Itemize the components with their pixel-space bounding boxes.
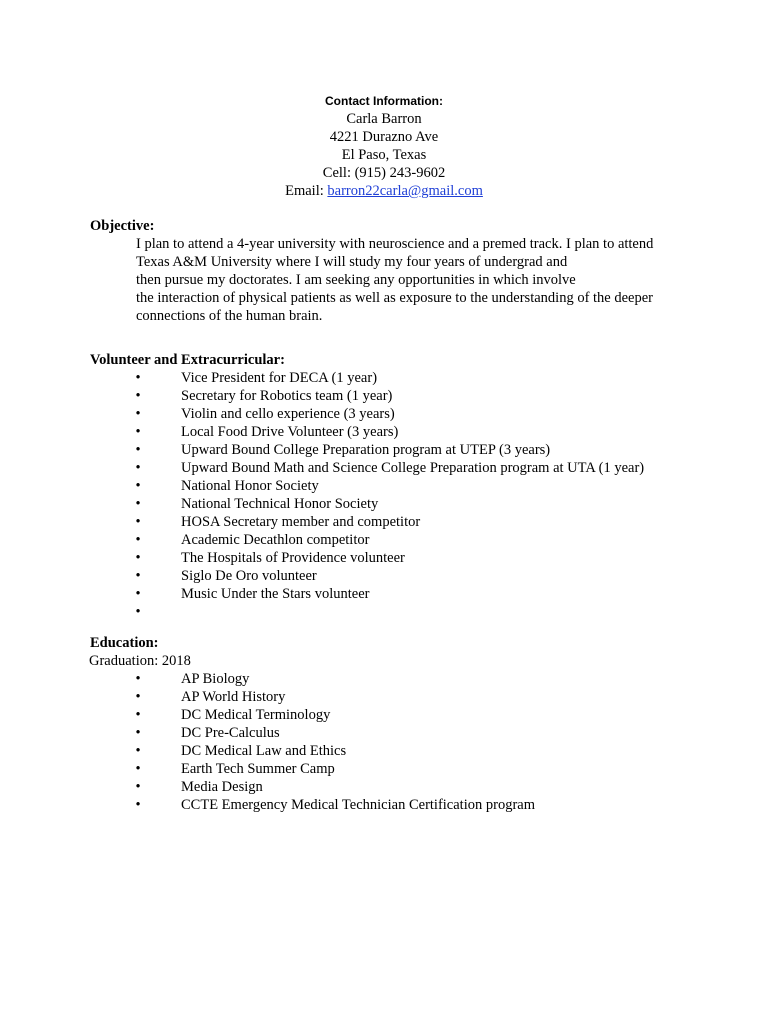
list-item-text: Upward Bound Math and Science College Preparation program at UTA (1 year) <box>181 460 645 476</box>
contact-city: El Paso, Texas <box>341 147 427 163</box>
list-item <box>90 549 690 567</box>
education-list <box>90 670 690 814</box>
list-item <box>90 567 690 585</box>
bullet-icon: • <box>135 743 141 759</box>
education-section <box>90 634 690 814</box>
list-item <box>90 585 690 603</box>
list-item-text: Local Food Drive Volunteer (3 years) <box>181 424 399 440</box>
bullet-icon: • <box>135 442 141 458</box>
list-item-text: DC Medical Terminology <box>181 707 331 723</box>
bullet-icon: • <box>135 532 141 548</box>
list-item-text: HOSA Secretary member and competitor <box>181 514 421 530</box>
list-item <box>90 796 690 814</box>
list-item <box>90 477 690 495</box>
list-item-text: Music Under the Stars volunteer <box>181 586 370 602</box>
bullet-icon: • <box>135 496 141 512</box>
bullet-icon: • <box>135 586 141 602</box>
bullet-icon: • <box>135 514 141 530</box>
list-item <box>90 742 690 760</box>
list-item <box>90 688 690 706</box>
list-item-text: Upward Bound College Preparation program at UTEP (3 years) <box>181 442 551 458</box>
volunteer-section <box>90 351 690 621</box>
list-item-text: The Hospitals of Providence volunteer <box>181 550 405 566</box>
objective-line: I plan to attend a 4-year university with neuroscience and a premed track. I plan to attend <box>136 236 654 252</box>
list-item <box>90 513 690 531</box>
contact-cell: Cell: (915) 243-9602 <box>322 165 446 181</box>
list-item <box>90 724 690 742</box>
email-link[interactable]: barron22carla@gmail.com <box>327 183 483 199</box>
list-item <box>90 405 690 423</box>
list-item-text: National Honor Society <box>181 478 319 494</box>
bullet-icon: • <box>135 689 141 705</box>
list-item-text: Siglo De Oro volunteer <box>181 568 317 584</box>
bullet-icon: • <box>135 550 141 566</box>
contact-heading: Contact Information: <box>325 94 443 108</box>
contact-email-line <box>0 182 768 200</box>
list-item <box>90 531 690 549</box>
contact-block <box>0 92 768 200</box>
volunteer-list <box>90 369 690 621</box>
list-item <box>90 670 690 688</box>
list-item-text: Secretary for Robotics team (1 year) <box>181 388 393 404</box>
list-item-text: Vice President for DECA (1 year) <box>181 370 378 386</box>
objective-line: connections of the human brain. <box>136 308 323 324</box>
list-item <box>90 706 690 724</box>
bullet-icon: • <box>135 797 141 813</box>
objective-heading: Objective: <box>90 218 155 234</box>
objective-line: the interaction of physical patients as well as exposure to the understanding of the deeper <box>136 290 654 306</box>
bullet-icon: • <box>135 761 141 777</box>
contact-name: Carla Barron <box>346 111 422 127</box>
bullet-icon: • <box>135 460 141 476</box>
list-item <box>90 495 690 513</box>
list-item-text: Academic Decathlon competitor <box>181 532 370 548</box>
bullet-icon: • <box>135 779 141 795</box>
bullet-icon: • <box>135 424 141 440</box>
list-item <box>90 459 690 477</box>
education-heading: Education: <box>90 635 159 651</box>
list-item <box>90 423 690 441</box>
objective-text <box>90 235 696 325</box>
graduation-line: Graduation: 2018 <box>89 653 191 669</box>
list-item-text: AP Biology <box>181 671 250 687</box>
list-item-text: CCTE Emergency Medical Technician Certification program <box>181 797 535 813</box>
bullet-icon: • <box>135 406 141 422</box>
list-item-text: DC Medical Law and Ethics <box>181 743 347 759</box>
list-item-text: Earth Tech Summer Camp <box>181 761 335 777</box>
bullet-icon: • <box>135 725 141 741</box>
objective-line: then pursue my doctorates. I am seeking any opportunities in which involve <box>136 272 576 288</box>
list-item <box>90 441 690 459</box>
list-item-text: AP World History <box>181 689 286 705</box>
bullet-icon: • <box>135 568 141 584</box>
bullet-icon: • <box>135 604 141 620</box>
volunteer-heading: Volunteer and Extracurricular: <box>90 352 285 368</box>
list-item <box>90 778 690 796</box>
bullet-icon: • <box>135 370 141 386</box>
contact-address: 4221 Durazno Ave <box>329 129 439 145</box>
list-item-text: Violin and cello experience (3 years) <box>181 406 395 422</box>
list-item <box>90 603 690 621</box>
list-item <box>90 760 690 778</box>
list-item-text: National Technical Honor Society <box>181 496 379 512</box>
list-item <box>90 369 690 387</box>
list-item-text: Media Design <box>181 779 263 795</box>
bullet-icon: • <box>135 671 141 687</box>
list-item-text: DC Pre-Calculus <box>181 725 280 741</box>
list-item <box>90 387 690 405</box>
bullet-icon: • <box>135 478 141 494</box>
bullet-icon: • <box>135 388 141 404</box>
email-label: Email: <box>285 183 328 199</box>
bullet-icon: • <box>135 707 141 723</box>
objective-section <box>90 217 690 325</box>
objective-line: Texas A&M University where I will study my four years of undergrad and <box>136 254 568 270</box>
